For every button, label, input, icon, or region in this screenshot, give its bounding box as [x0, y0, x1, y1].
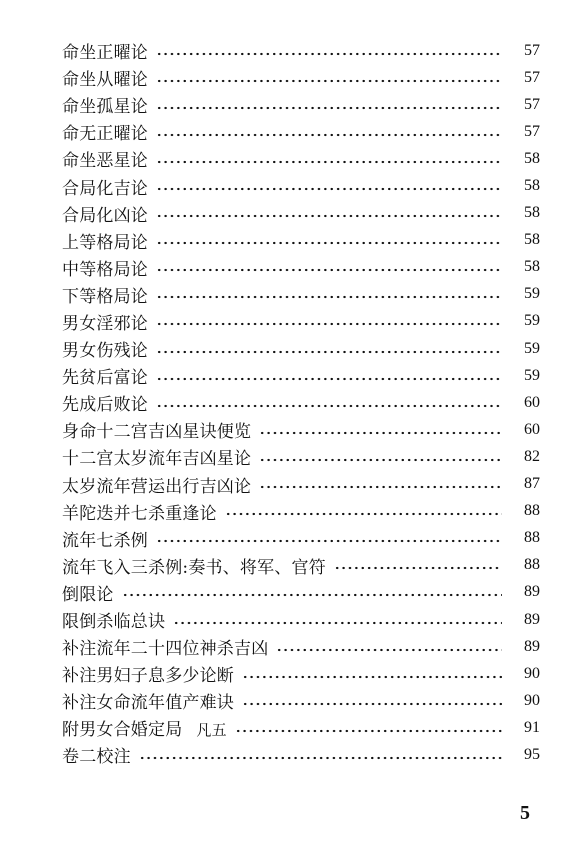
leader-dots: [156, 214, 502, 218]
toc-entry-page: 89: [524, 637, 540, 655]
toc-entry: [62, 525, 540, 552]
toc-entry-page: 57: [524, 68, 540, 86]
toc-entry: [62, 227, 540, 254]
toc-entry: [62, 552, 540, 579]
toc-entry: [62, 308, 540, 335]
toc-entry-title: 先贫后富论: [62, 368, 148, 389]
toc-entry-page: 89: [524, 583, 540, 601]
toc-entry-title: 命坐从曜论: [62, 70, 148, 91]
toc-entry: [62, 281, 540, 308]
toc-entry-page: 58: [524, 231, 540, 249]
toc-entry-page: 60: [524, 393, 540, 411]
leader-dots: [334, 566, 502, 570]
toc-entry-page: 58: [524, 177, 540, 195]
leader-dots: [259, 431, 502, 435]
toc-entry: [62, 714, 540, 741]
toc-entry-page: 87: [524, 475, 540, 493]
toc-entry-title: 十二宫太岁流年吉凶星论: [62, 449, 252, 470]
toc-entry: [62, 443, 540, 470]
toc-entry-title: 命坐孤星论: [62, 97, 148, 118]
toc-entry: [62, 741, 540, 768]
toc-entry-page: 88: [524, 556, 540, 574]
toc-entry: [62, 37, 540, 64]
toc-entry-title: 流年飞入三杀例:奏书、将军、官符: [62, 557, 326, 578]
toc-entry-title: 卷二校注: [62, 747, 131, 768]
toc-entry-page: 95: [524, 745, 540, 763]
toc-entry-title: 命无正曜论: [62, 124, 148, 145]
toc-entry: [62, 118, 540, 145]
toc-entry-page: 57: [524, 41, 540, 59]
leader-dots: [156, 377, 502, 381]
toc-entry-title: [62, 715, 235, 740]
toc-entry-page: 59: [524, 366, 540, 384]
leader-dots: [276, 648, 502, 652]
toc-entry-title: 中等格局论: [62, 259, 148, 280]
toc-entry: [62, 254, 540, 281]
toc-entry-title: 命坐正曜论: [62, 43, 148, 64]
toc-entry-title: 合局化吉论: [62, 178, 148, 199]
toc-entry: [62, 498, 540, 525]
toc-entry-title: 合局化凶论: [62, 205, 148, 226]
leader-dots: [156, 350, 502, 354]
toc-entry-page: 82: [524, 447, 540, 465]
toc-entry-page: 90: [524, 664, 540, 682]
toc-entry-title: 羊陀迭并七杀重逢论: [62, 503, 217, 524]
leader-dots: [156, 295, 502, 299]
toc-entry: [62, 633, 540, 660]
toc-entry-title: 倒限论: [62, 584, 114, 605]
toc-entry-page: 90: [524, 691, 540, 709]
toc-entry-title: 太岁流年营运出行吉凶论: [62, 476, 252, 497]
toc-entry-title: 限倒杀临总诀: [62, 612, 166, 633]
toc-entry-title: 上等格局论: [62, 232, 148, 253]
leader-dots: [139, 756, 502, 760]
toc-entry: [62, 606, 540, 633]
leader-dots: [235, 729, 502, 733]
toc-entry-title: 流年七杀例: [62, 530, 148, 551]
toc-entry: [62, 91, 540, 118]
toc-entry: [62, 200, 540, 227]
toc-entry-page: 59: [524, 285, 540, 303]
leader-dots: [156, 79, 502, 83]
toc-entry: [62, 687, 540, 714]
toc-entry: [62, 389, 540, 416]
leader-dots: [156, 404, 502, 408]
leader-dots: [225, 512, 502, 516]
toc-entry-title: 下等格局论: [62, 286, 148, 307]
leader-dots: [156, 539, 502, 543]
toc-entry-page: 88: [524, 529, 540, 547]
leader-dots: [242, 702, 502, 706]
leader-dots: [156, 322, 502, 326]
toc-entry-title: 男女淫邪论: [62, 313, 148, 334]
toc-entry: [62, 471, 540, 498]
toc-entry-page: 89: [524, 610, 540, 628]
leader-dots: [156, 52, 502, 56]
page-number: 5: [520, 802, 530, 824]
toc-entry: [62, 64, 540, 91]
toc-entry: [62, 362, 540, 389]
toc-entry-page: 60: [524, 420, 540, 438]
table-of-contents: [62, 37, 540, 769]
toc-entry-title: 先成后败论: [62, 395, 148, 416]
toc-entry: [62, 660, 540, 687]
toc-entry-title: 补注女命流年值产难诀: [62, 693, 234, 714]
toc-entry-page: 91: [524, 718, 540, 736]
toc-entry-title: 身命十二宫吉凶星诀便览: [62, 422, 252, 443]
leader-dots: [156, 241, 502, 245]
leader-dots: [122, 593, 502, 597]
toc-entry: [62, 579, 540, 606]
toc-entry-page: 58: [524, 258, 540, 276]
leader-dots: [156, 268, 502, 272]
toc-entry: [62, 172, 540, 199]
leader-dots: [156, 160, 502, 164]
toc-entry-title: 补注男妇子息多少论断: [62, 666, 234, 687]
toc-entry-page: 59: [524, 339, 540, 357]
leader-dots: [259, 458, 502, 462]
toc-entry-title: 男女伤残论: [62, 341, 148, 362]
toc-entry: [62, 416, 540, 443]
toc-entry-page: 58: [524, 204, 540, 222]
leader-dots: [156, 106, 502, 110]
toc-entry-note: 凡五: [196, 721, 227, 740]
leader-dots: [156, 187, 502, 191]
toc-entry-page: 57: [524, 95, 540, 113]
leader-dots: [156, 133, 502, 137]
toc-entry-page: 59: [524, 312, 540, 330]
leader-dots: [173, 621, 502, 625]
toc-entry-page: 57: [524, 122, 540, 140]
toc-entry: [62, 145, 540, 172]
toc-entry-title: 命坐恶星论: [62, 151, 148, 172]
toc-entry-page: 88: [524, 502, 540, 520]
toc-entry-title: 补注流年二十四位神杀吉凶: [62, 639, 269, 660]
toc-entry-page: 58: [524, 149, 540, 167]
leader-dots: [259, 485, 502, 489]
toc-entry-title-main: 附男女合婚定局: [62, 720, 183, 741]
toc-entry: [62, 335, 540, 362]
leader-dots: [242, 675, 502, 679]
